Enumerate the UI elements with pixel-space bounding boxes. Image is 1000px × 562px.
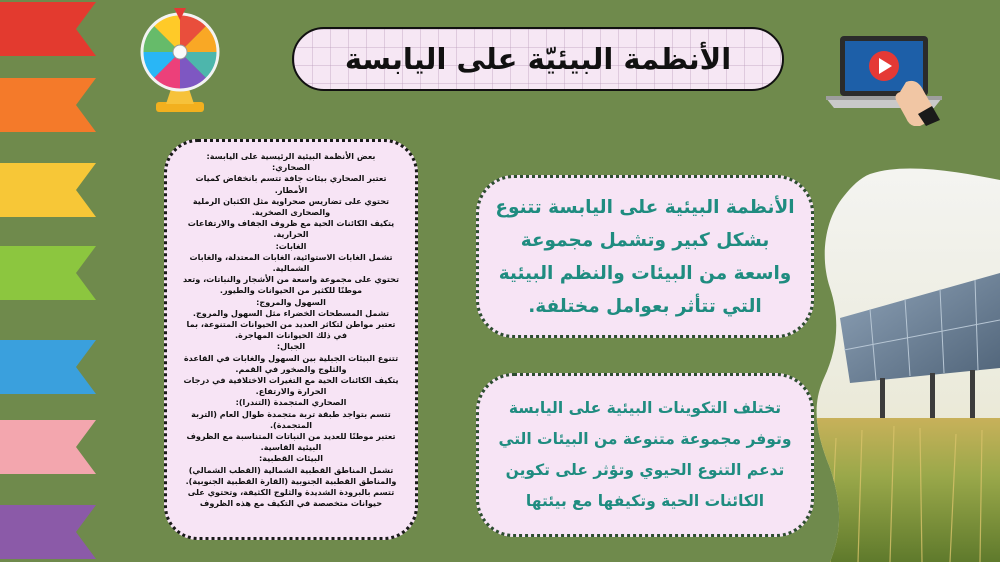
list-line: تتسم بالبرودة الشديدة والثلوج الكثيفة، وتحتوي على حيوانات متخصصة في التكيف مع هذه الظروف xyxy=(187,487,395,509)
list-line: يتكيف الكائنات الحية مع ظروف الجفاف والارتفاعات الحرارية. xyxy=(187,218,395,240)
list-line: الصحاري المتجمدة (التندرا): xyxy=(235,397,347,408)
ribbon-tab-blue xyxy=(0,340,96,394)
ribbon-tab-green xyxy=(0,246,96,300)
intro-text-box xyxy=(476,175,814,338)
list-line: تشمل المسطحات الخضراء مثل السهول والمروج. xyxy=(192,307,390,318)
list-line: السهول والمروج: xyxy=(256,296,326,307)
ribbon-tab-yellow xyxy=(0,163,96,217)
list-line: الغابات: xyxy=(275,240,307,251)
prize-wheel-icon[interactable] xyxy=(138,8,222,116)
list-line: بعض الأنظمة البيئية الرئيسية على اليابسة: xyxy=(206,151,376,161)
list-line: تتسم بتواجد طبقة تربة متجمدة طوال العام (التربة المتجمدة). xyxy=(191,408,391,430)
ecosystems-list-card xyxy=(164,139,418,540)
ribbon-tab-pink xyxy=(0,420,96,474)
ribbon-tab-red xyxy=(0,2,96,56)
solar-panels-photo xyxy=(810,168,1000,562)
page-title: الأنظمة البيئيّة على اليابسة xyxy=(344,42,732,76)
list-line: تشمل الغابات الاستوائية، الغابات المعتدلة، والغابات الشمالية. xyxy=(189,251,393,274)
summary-text-box xyxy=(476,373,814,537)
summary-text: تختلف التكوينات البيئية على اليابسة وتوفر مجموعة متنوعة من البيئات التي تدعم التنوع الحيوي وتؤثر على تكوين الكائنات الحية وتكيفها مع بيئتها xyxy=(498,399,792,510)
list-line: يتكيف الكائنات الحية مع التغيرات الاختلافية في درجات الحرارة والارتفاع. xyxy=(183,375,399,397)
list-line: الجبال: xyxy=(276,341,306,352)
list-line: تعتبر مواطن لتكاثر العديد من الحيوانات المتنوعة، بما في ذلك الحيوانات المهاجرة. xyxy=(186,319,396,341)
list-line: الصحاري: xyxy=(272,162,310,173)
list-line: تحتوي على مجموعة واسعة من الأشجار والنباتات، وتعد موطنًا للكثير من الحيوانات والطيور. xyxy=(182,274,400,296)
list-line: تعتبر موطنًا للعديد من النباتات المتناسبة مع الظروف البيئية القاسية. xyxy=(186,431,396,453)
list-line: البيئات القطبية: xyxy=(259,453,323,464)
list-line: تشمل المناطق القطبية الشمالية (القطب الشمالي) والمناطق القطبية الجنوبية (القارة القطبية الجنوبية). xyxy=(185,464,397,486)
list-line: تعتبر الصحاري بيئات جافة تتسم بانخفاض كميات الأمطار. xyxy=(195,173,387,195)
ribbon-tab-orange xyxy=(0,78,96,132)
page-title-box xyxy=(292,27,784,91)
laptop-video-icon[interactable] xyxy=(822,32,946,126)
list-line: تحتوي على تضاريس صحراوية مثل الكثبان الرملية والصحارى الصخرية. xyxy=(192,195,390,218)
list-line: تتنوع البيئات الجبلية بين السهول والغابات في القاعدة والثلوج والصخور في القمم. xyxy=(183,352,399,374)
intro-text: الأنظمة البيئية على اليابسة تتنوع بشكل كبير وتشمل مجموعة واسعة من البيئات والنظم البيئية التي تتأثر بعوامل مختلفة. xyxy=(495,196,795,317)
ribbon-tab-purple xyxy=(0,505,96,559)
